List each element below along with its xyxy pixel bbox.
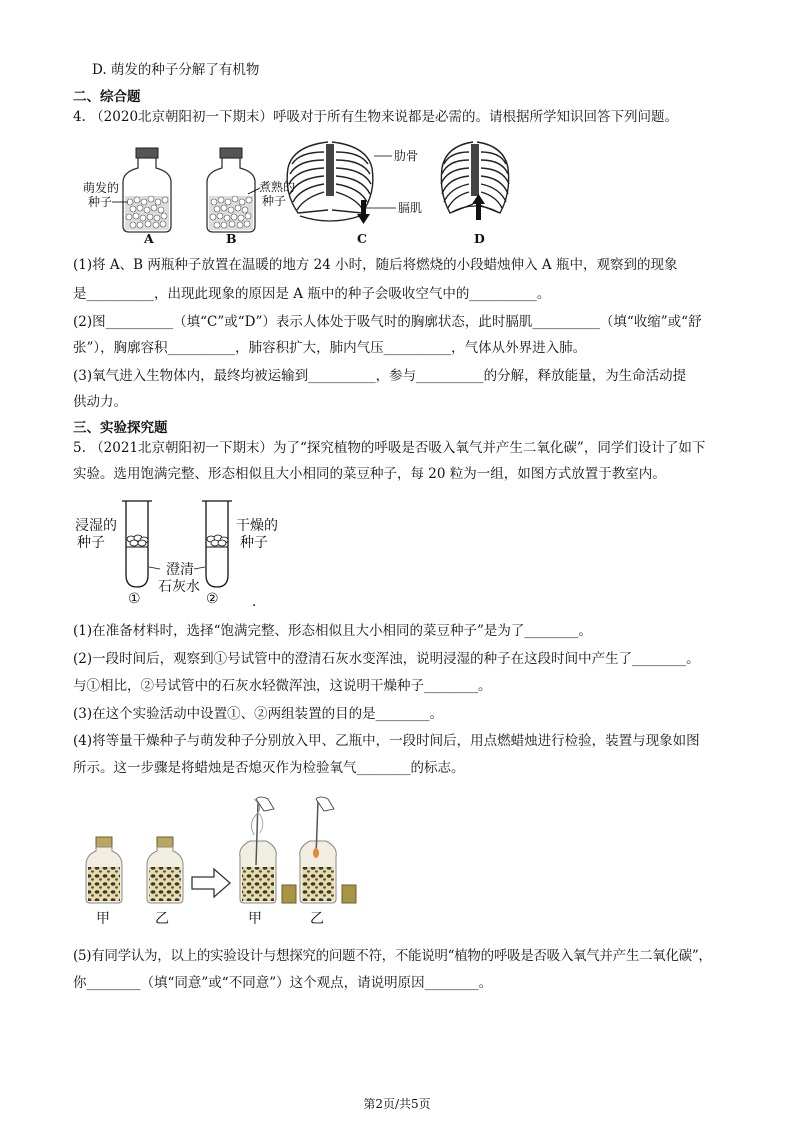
q4-1-line1: (1)将 A、B 两瓶种子放置在温暖的地方 24 小时，随后将燃烧的小段蜡烛伸入 A 瓶中，观察到的现象 (73, 257, 678, 273)
q5-3: (3)在这个实验活动中设置①、②两组装置的目的是________。 (73, 706, 444, 722)
ribcage-c (287, 142, 373, 221)
limewater-label-1: 澄清 (166, 562, 194, 578)
caption-a: A (144, 231, 154, 246)
q4-2-line2: 张”），胸廓容积__________，肺容积扩大，肺内气压__________，气体从外界进入肺。 (73, 340, 587, 356)
jar-b-label-2: 种子 (262, 194, 287, 208)
limewater-label-2: 石灰水 (158, 579, 200, 595)
figure-period: . (252, 594, 257, 610)
diaphragm-label: 膈肌 (398, 201, 423, 215)
jar-yi-2 (300, 797, 356, 903)
q5-1: (1)在准备材料时，选择“饱满完整、形态相似且大小相同的菜豆种子”是为了________。 (73, 623, 592, 639)
jar-jia-2 (240, 797, 296, 903)
jar-a (112, 148, 171, 232)
wet-seeds (127, 535, 148, 546)
q4-1-line2: 是__________，出现此现象的原因是 A 瓶中的种子会吸收空气中的__________。 (73, 286, 551, 302)
q5-2-line2: 与①相比，②号试管中的石灰水轻微浑浊，这说明干燥种子________。 (73, 678, 492, 694)
page-footer: 第2页/共5页 (363, 1097, 431, 1111)
jar-b-label-1: 煮熟的 (259, 180, 296, 194)
caption-jia-1: 甲 (96, 911, 110, 927)
dry-seeds (207, 535, 228, 546)
jar-jia-1 (86, 837, 122, 903)
caption-d: D (474, 231, 485, 246)
q4-2-line1: (2)图__________（填“C”或“D”）表示人体处于吸气时的胸廓状态，此时膈肌__________（填“收缩”或“舒 (73, 314, 702, 330)
q5-4-line1: (4)将等量干燥种子与萌发种子分别放入甲、乙瓶中，一段时间后，用点燃蜡烛进行检验，装置与现象如图 (73, 733, 700, 749)
q5-stem-1: 5. （2021北京朝阳初一下期末）为了“探究植物的呼吸是否吸入氧气并产生二氧化碳”，同学们设计了如下 (73, 440, 706, 456)
caption-c: C (357, 231, 367, 246)
q5-stem-2: 实验。选用饱满完整、形态相似且大小相同的菜豆种子，每 20 粒为一组，如图方式放置于教室内。 (73, 466, 666, 482)
q5-2-line1: (2)一段时间后，观察到①号试管中的澄清石灰水变浑浊，说明浸湿的种子在这段时间中产生了________。 (73, 651, 700, 667)
q5-5-line1: (5)有同学认为，以上的实验设计与想探究的问题不符，不能说明“植物的呼吸是否吸入氧气并产生二氧化碳”， (73, 948, 712, 964)
caption-yi-2: 乙 (310, 911, 324, 927)
figure-candle-test (78, 793, 368, 908)
rib-label: 肋骨 (394, 149, 419, 163)
jar-yi-1 (147, 837, 183, 903)
tube-1-number: ① (128, 591, 141, 607)
q4-3-line1: (3)氧气进入生物体内，最终均被运输到__________，参与__________的分解，释放能量，为生命活动提 (73, 368, 687, 384)
caption-yi-1: 乙 (155, 911, 169, 927)
dry-label-2: 种子 (240, 535, 268, 551)
dry-label-1: 干燥的 (236, 518, 278, 534)
option-d: D. 萌发的种子分解了有机物 (92, 62, 260, 78)
tube-2-number: ② (206, 591, 219, 607)
wet-label-2: 种子 (77, 535, 105, 551)
q4-3-line2: 供动力。 (73, 394, 127, 410)
section-heading-2: 二、综合题 (73, 89, 141, 105)
section-heading-3: 三、实验探究题 (73, 420, 168, 436)
caption-jia-2: 甲 (248, 911, 262, 927)
arrow-right-icon (192, 869, 230, 897)
jar-b (207, 148, 260, 232)
caption-b: B (226, 231, 237, 246)
jar-a-label-2: 种子 (88, 195, 113, 209)
jar-a-label-1: 萌发的 (83, 181, 120, 195)
wet-label-1: 浸湿的 (75, 518, 117, 534)
q5-5-line2: 你________（填“同意”或“不同意”）这个观点，请说明原因________。 (73, 975, 493, 991)
q4-stem: 4. （2020北京朝阳初一下期末）呼吸对于所有生物来说都是必需的。请根据所学知识回答下列问题。 (73, 109, 679, 125)
q5-4-line2: 所示。这一步骤是将蜡烛是否熄灭作为检验氧气________的标志。 (73, 760, 465, 776)
